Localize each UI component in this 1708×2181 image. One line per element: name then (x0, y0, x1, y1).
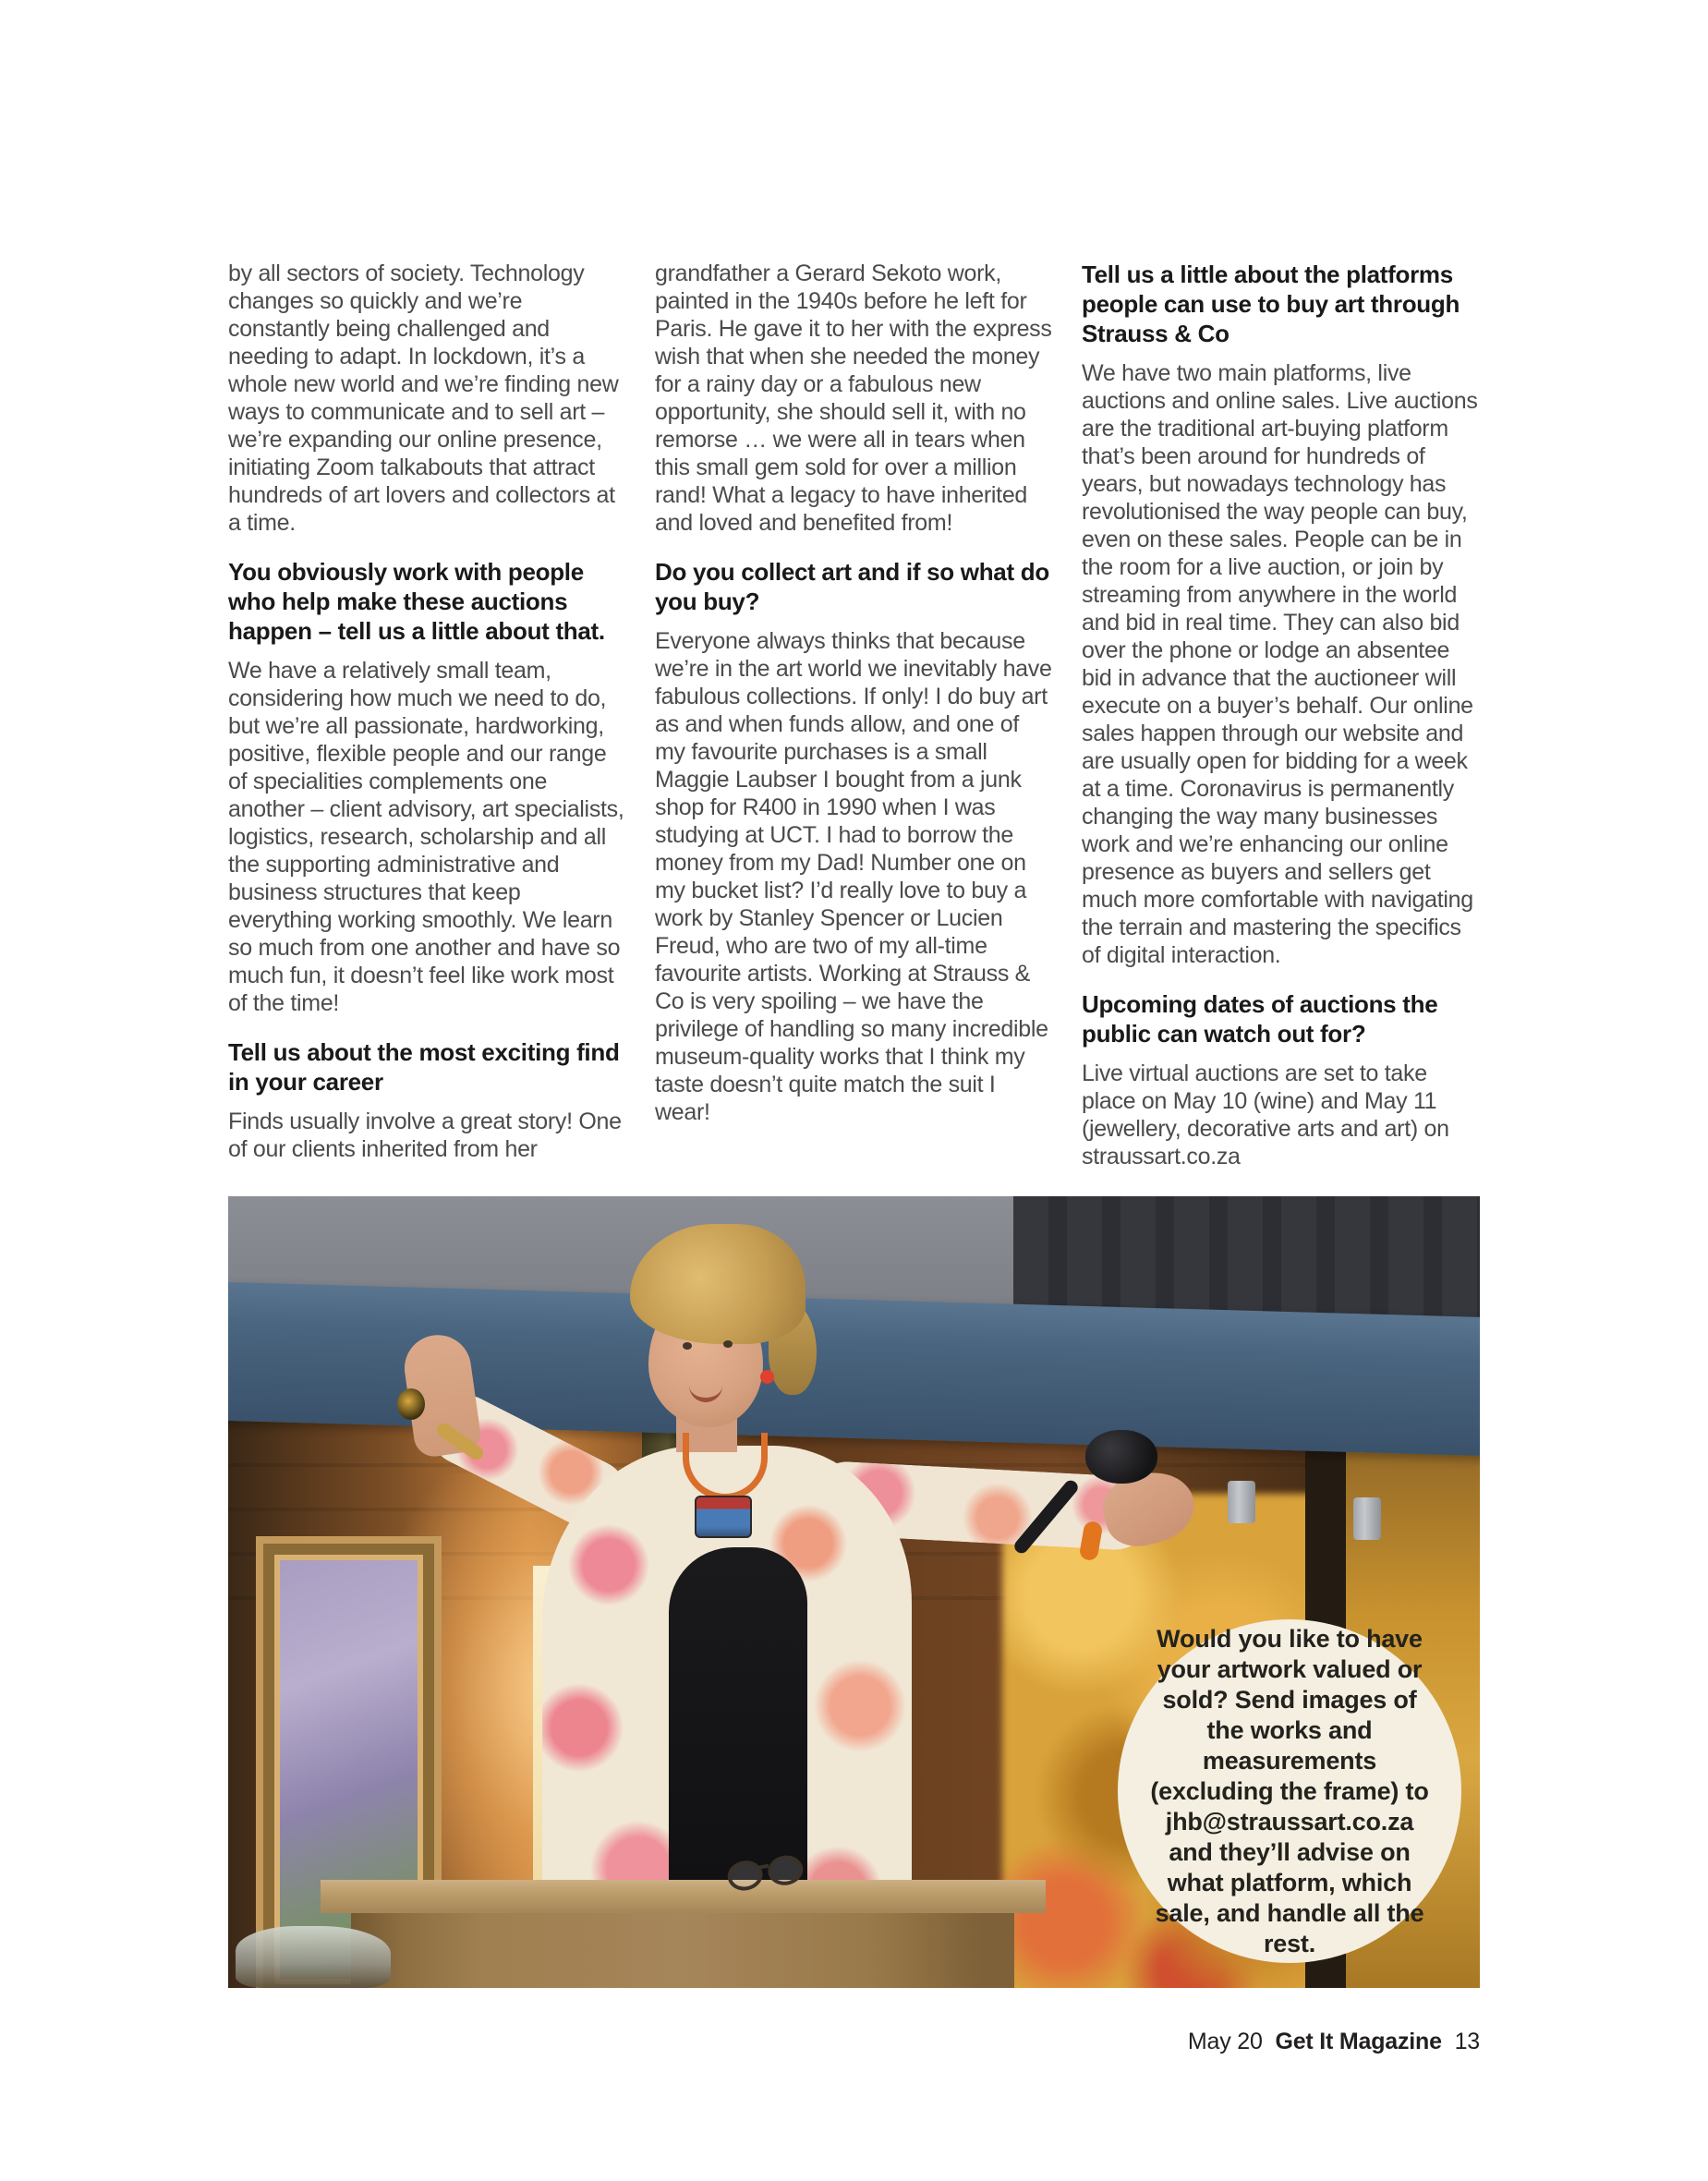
necklace-pendant (695, 1496, 752, 1538)
article-column-3 (1082, 260, 1480, 1183)
paragraph: We have two main platforms, live auctions and online sales. Live auctions are the traditional art-buying platform that’s been around for hundreds of years, but nowadays technology has revolutionised the way people can buy, even on these sales. People can be in the room for a live auction, or join by streaming from anywhere in the world and bid in real time. They can also bid over the phone or lodge an absentee bid in advance that the auctioneer will execute on a buyer’s behalf. Our online sales happen through our website and are usually open for bidding for a week at a time. Coronavirus is permanently changing the way many businesses work and we’re enhancing our online presence as buyers and sellers get much more comfortable with navigating the terrain and mastering the specifics of digital interaction. (1082, 360, 1478, 968)
paragraph: Live virtual auctions are set to take place on May 10 (wine) and May 11 (jewellery, decorative arts and art) on straussart.co.za (1082, 1060, 1449, 1169)
article-columns (228, 260, 1480, 1183)
auctioneer-eye (683, 1342, 692, 1350)
question-heading: Upcoming dates of auctions the public can watch out for? (1082, 990, 1438, 1048)
podium-body (351, 1913, 1014, 1988)
question-heading: Tell us about the most exciting find in your career (228, 1038, 620, 1096)
paragraph: Everyone always thinks that because we’re in the art world we inevitably have fabulous collections. If only! I do buy art as and when funds allow, and one of my favourite purchases is a small Maggie Laubser I bought from a junk shop for R400 in 1990 when I was studying at UCT. I had to borrow the money from my Dad! Number one on my bucket list? I’d really love to buy a work by Stanley Spencer or Lucien Freud, who are two of my all-time favourite artists. Working at Strauss & Co is very spoiling – we have the privilege of handling so many incredible museum-quality works that I think my taste doesn’t quite match the suit I wear! (655, 628, 1052, 1125)
podium-top (321, 1880, 1046, 1913)
hanging-light (1353, 1497, 1381, 1540)
article-column-2 (655, 260, 1053, 1183)
glass-object (236, 1926, 391, 1988)
paragraph: by all sectors of society. Technology changes so quickly and we’re constantly being challenged and needing to adapt. In lockdown, it’s a whole new world and we’re finding new ways to communicate and to sell art – we’re expanding our online presence, initiating Zoom talkabouts that attract hundreds of art lovers and collectors at a time. (228, 261, 619, 536)
paragraph: Finds usually involve a great story! One of our clients inherited from her (228, 1109, 622, 1162)
red-earring (760, 1370, 774, 1384)
auctioneer-photo (228, 1196, 1480, 1988)
article-column-1 (228, 260, 626, 1183)
dangling-jewellery (397, 1388, 425, 1420)
auctioneer-eye (723, 1340, 733, 1348)
valuation-callout-bubble (1118, 1619, 1461, 1963)
auctioneer-hair (630, 1224, 806, 1344)
page-footer (228, 2029, 1480, 2055)
footer-magazine-name: Get It Magazine (1275, 2029, 1442, 2054)
gavel-head (1085, 1430, 1157, 1484)
paragraph: We have a relatively small team, considering how much we need to do, but we’re all passionate, hardworking, positive, flexible people and our range of specialities complements one another – client advisory, art specialists, logistics, research, scholarship and all the supporting administrative and business structures that keep everything working smoothly. We learn so much from one another and have so much fun, it doesn’t feel like work most of the time! (228, 658, 624, 1016)
question-heading: Tell us a little about the platforms people can use to buy art through Strauss & Co (1082, 261, 1460, 347)
footer-page-number: 13 (1454, 2029, 1480, 2054)
question-heading: You obviously work with people who help make these auctions happen – tell us a little about that. (228, 558, 605, 645)
footer-issue-date: May 20 (1187, 2029, 1263, 2054)
paragraph: grandfather a Gerard Sekoto work, painted in the 1940s before he left for Paris. He gave it to her with the express wish that when she needed the money for a rainy day or a fabulous new opportunity, she should sell it, with no remorse … we were all in tears when this small gem sold for over a million rand! What a legacy to have inherited and loved and benefited from! (655, 261, 1052, 536)
valuation-callout-text: Would you like to have your artwork valued or sold? Send images of the works and measurements (excluding the frame) to jhb@straussart.co.za and they’ll advise on what platform, which sale, and handle all the rest. (1150, 1624, 1429, 1957)
hanging-light (1228, 1481, 1255, 1523)
question-heading: Do you collect art and if so what do you buy? (655, 558, 1049, 615)
